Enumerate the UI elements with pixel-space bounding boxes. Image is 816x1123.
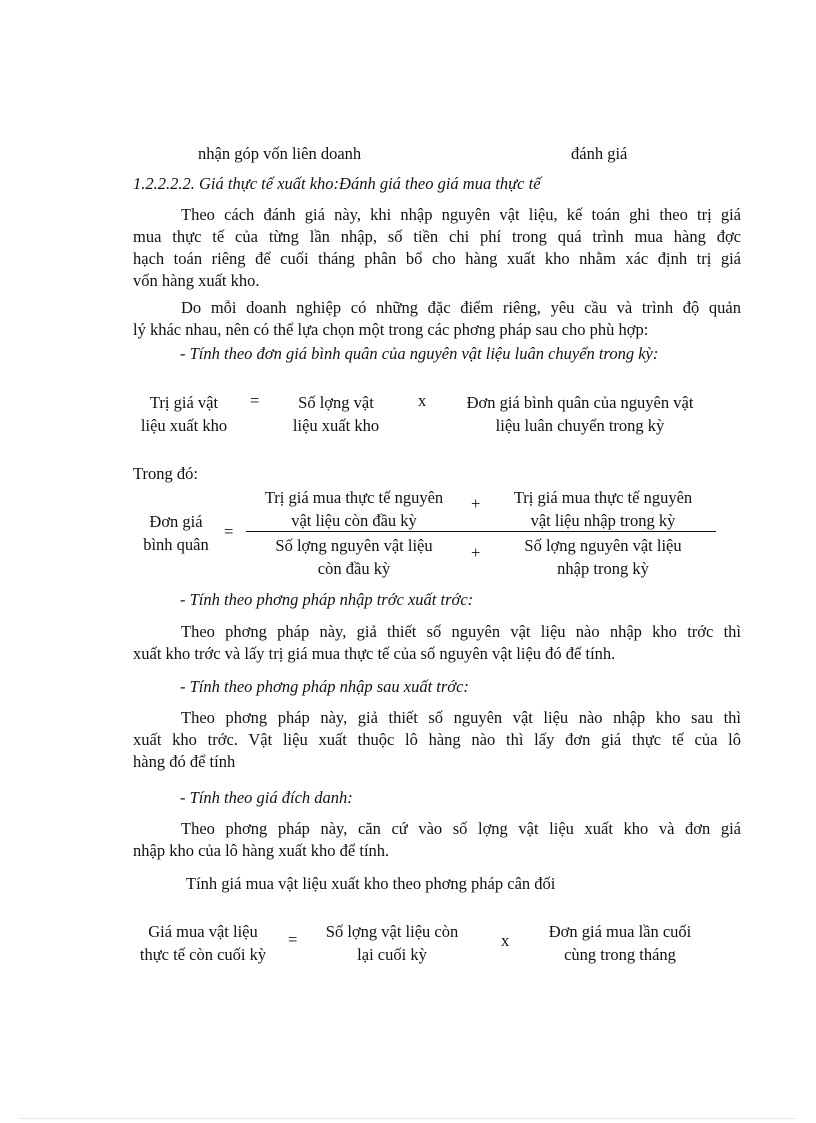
formula-text: Số lợng nguyên vật liệu [524,536,682,555]
formula-text: thực tế còn cuối kỳ [139,945,267,964]
paragraph-line: xuất kho trớc và lấy trị giá mua thực tế của số nguyên vật liệu đó để tính. [133,644,616,663]
formula-text: Đơn giá mua lần cuối [548,922,692,941]
page-bottom-dotted-border [20,1118,796,1119]
formula-text: còn đầu kỳ [317,559,391,578]
balance-method-title: Tính giá mua vật liệu xuất kho theo phơng pháp cân đối [186,874,556,893]
equals-sign: = [224,522,234,541]
formula-1-quantity [274,391,398,437]
formula-text: nhập trong kỳ [557,559,649,578]
paragraph-5 [133,818,741,862]
paragraph-line: Theo phơng pháp này, căn cứ vào số lợng vật liệu xuất kho và đơn giá [181,819,741,838]
paragraph-line: Theo phơng pháp này, giả thiết số nguyên vật liệu nào nhập kho sau thì [181,708,741,727]
formula-text: liệu xuất kho [140,416,228,435]
method-2-title: - Tính theo phơng pháp nhập trớc xuất trớc: [180,590,474,609]
times-sign: x [418,391,427,410]
top-row-right-text: đánh giá [571,144,628,163]
formula-text: Đơn giá bình quân của nguyên vật [466,393,694,412]
plus-sign: + [471,494,481,513]
method-3-title: - Tính theo phơng pháp nhập sau xuất trớc: [180,677,469,696]
formula-text: Trị giá vật [149,393,219,412]
method-4-title: - Tính theo giá đích danh: [180,788,353,807]
numerator-a [248,486,460,532]
formula-text: vật liệu nhập trong kỳ [530,511,676,530]
paragraph-2 [133,297,741,341]
formula-text: Trị giá mua thực tế nguyên [264,488,444,507]
paragraph-line: Do mỗi doanh nghiệp có những đặc điểm riêng, yêu cầu và trình độ quản [181,298,741,317]
paragraph-line: hạch toán riêng để cuối tháng phân bổ cho hàng xuất kho nhằm xác định trị giá [133,249,741,268]
denominator-a [248,534,460,580]
paragraph-line: Theo cách đánh giá này, khi nhập nguyên vật liệu, kế toán ghi theo trị giá [181,205,741,224]
paragraph-line: hàng đó để tính [133,752,236,771]
formula-text: Số lợng nguyên vật liệu [275,536,433,555]
top-row-left-text: nhận góp vốn liên doanh [198,144,362,163]
formula-1-lhs [128,391,240,437]
formula-text: bình quân [143,535,209,554]
fraction-bar [246,531,716,532]
equals-sign: = [288,930,298,949]
plus-sign: + [471,543,481,562]
paragraph-line: nhập kho của lô hàng xuất kho để tính. [133,841,390,860]
section-heading: 1.2.2.2.2. Giá thực tế xuất kho:Đánh giá theo giá mua thực tế [133,174,541,193]
formula-text: lại cuối kỳ [357,945,427,964]
formula-2-lhs [128,510,224,556]
paragraph-line: Theo phơng pháp này, giả thiết số nguyên vật liệu nào nhập kho trớc thì [181,622,741,641]
method-1-title: - Tính theo đơn giá bình quân của nguyên vật liệu luân chuyển trong kỳ: [180,344,659,363]
numerator-b [496,486,710,532]
where-label: Trong đó: [133,464,198,483]
formula-3-lhs [128,920,278,966]
formula-text: Giá mua vật liệu [148,922,258,941]
formula-text: liệu luân chuyển trong kỳ [495,416,665,435]
formula-text: liệu xuất kho [292,416,380,435]
paragraph-line: vốn hàng xuất kho. [133,271,260,290]
formula-text: cùng trong tháng [564,945,676,964]
paragraph-1 [133,204,741,292]
paragraph-line: xuất kho trớc. Vật liệu xuất thuộc lô hàng nào thì lấy đơn giá thực tế của lô [133,730,741,749]
formula-text: vật liệu còn đầu kỳ [291,511,417,530]
formula-1-price [448,391,712,437]
formula-text: Trị giá mua thực tế nguyên [513,488,693,507]
paragraph-line: mua thực tế của từng lần nhập, số tiền chi phí trong quá trình mua hàng đợc [133,227,741,246]
paragraph-4 [133,707,741,773]
formula-text: Số lợng vật liệu còn [325,922,459,941]
equals-sign: = [250,391,260,410]
formula-text: Số lợng vật [298,393,374,412]
paragraph-line: lý khác nhau, nên có thể lựa chọn một trong các phơng pháp sau cho phù hợp: [133,320,649,339]
formula-3-quantity [306,920,478,966]
formula-3-price [532,920,708,966]
formula-text: Đơn giá [149,512,203,531]
denominator-b [496,534,710,580]
paragraph-3 [133,621,741,665]
times-sign: x [501,931,510,950]
